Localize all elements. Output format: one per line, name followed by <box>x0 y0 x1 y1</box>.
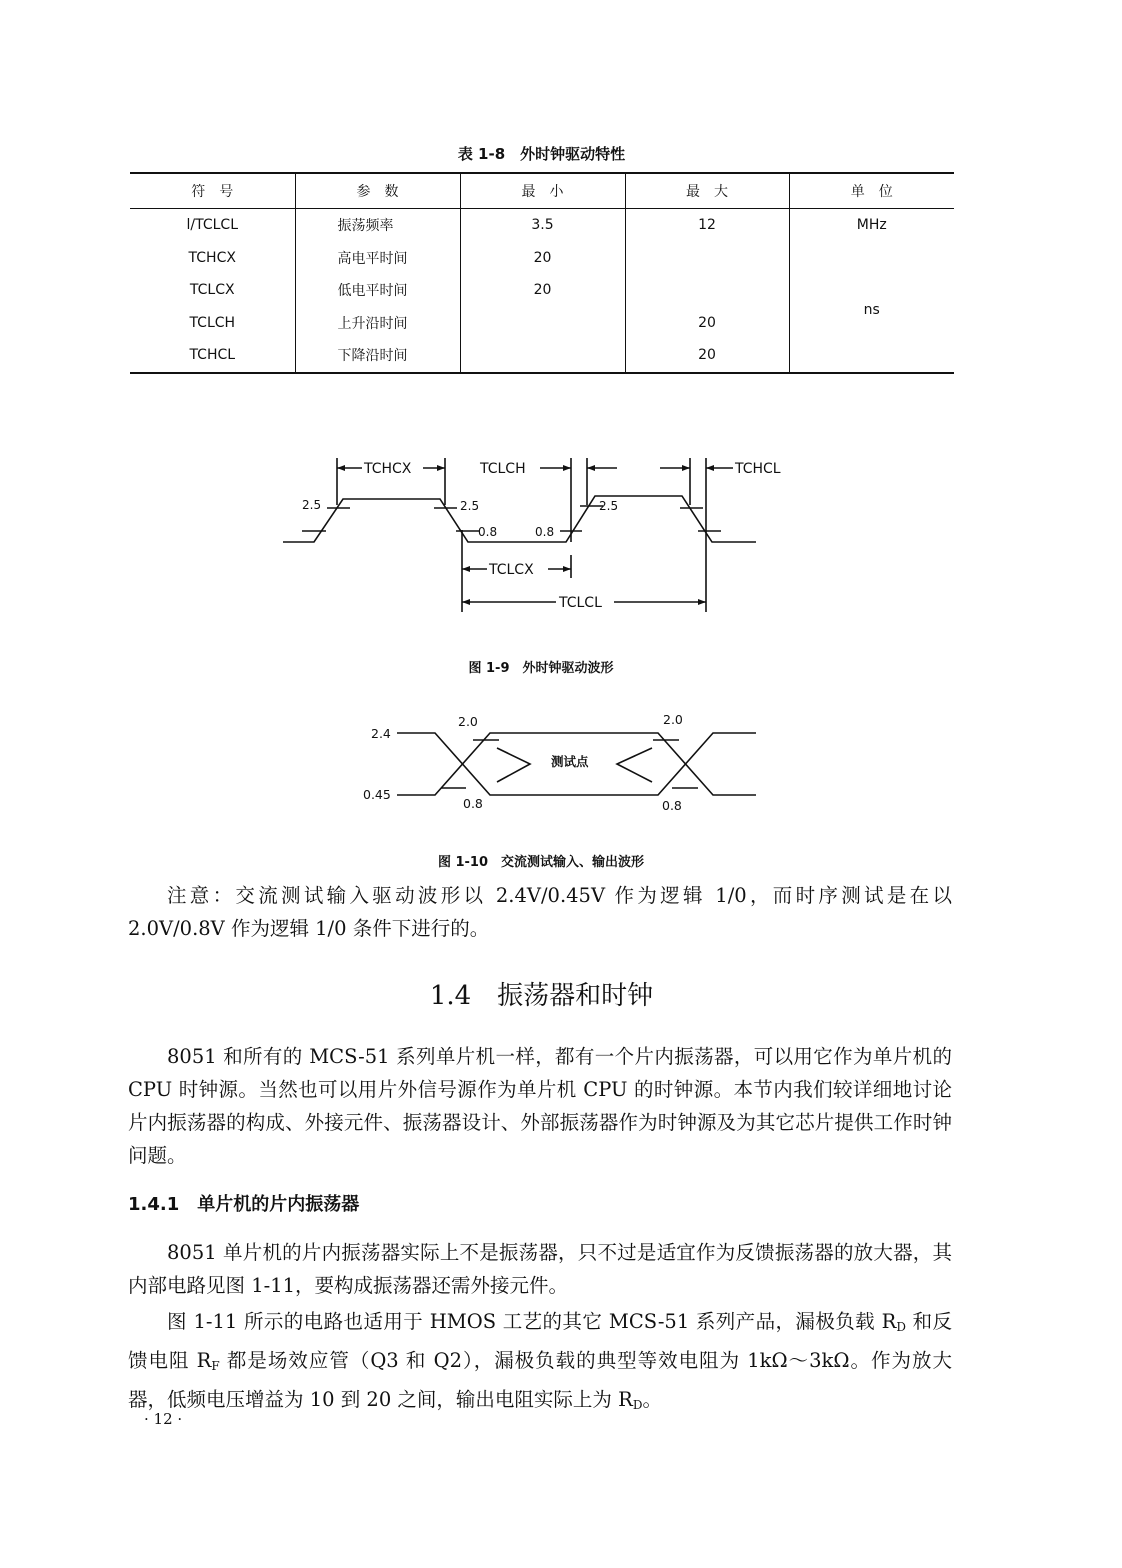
header-min: 最 小 <box>460 173 625 209</box>
intro-paragraph: 8051 和所有的 MCS-51 系列单片机一样，都有一个片内振荡器，可以用它作为单片机的 CPU 时钟源。当然也可以用片外信号源作为单片机 CPU 的时钟源。本节内我们较详细地讨论片内振荡器的构成、外接元件、振荡器设计、外部振荡器作为时钟源及为其它芯片提供工作时钟问题。 <box>128 1045 952 1167</box>
label-test-point: 测试点 <box>551 754 589 769</box>
label-tclcx: TCLCX <box>489 562 534 578</box>
arrow-right <box>617 748 652 782</box>
cell-min: 20 <box>460 242 625 275</box>
header-param: 参 数 <box>295 173 460 209</box>
subscript-d-2: D <box>632 1398 643 1412</box>
label-th-high-left: 2.0 <box>458 714 478 729</box>
ac-test-waveform-diagram <box>0 700 1122 875</box>
header-symbol: 符 号 <box>130 173 295 209</box>
para2-part-a: 图 1-11 所示的电路也适用于 HMOS 工艺的其它 MCS-51 系列产品，漏极负载 R <box>167 1310 897 1333</box>
note-paragraph: 注意：交流测试输入驱动波形以 2.4V/0.45V 作为逻辑 1/0，而时序测试是在以 2.0V/0.8V 作为逻辑 1/0 条件下进行的。 <box>128 884 952 940</box>
cell-symbol: TCLCH <box>189 314 236 331</box>
cell-max: 12 <box>625 209 789 242</box>
cell-param: 低电平时间 <box>295 274 460 307</box>
figure-1-9-caption: 图 1-9 外时钟驱动波形 <box>468 661 614 676</box>
label-tclcl: TCLCL <box>559 595 602 611</box>
clock-waveform-diagram <box>0 0 1122 700</box>
label-th-low-right: 0.8 <box>662 798 682 813</box>
cell-min: 20 <box>460 274 625 307</box>
cell-param: 振荡频率 <box>295 209 460 242</box>
label-in-low: 0.45 <box>363 787 391 802</box>
cell-max: 20 <box>625 339 789 373</box>
paragraph-1: 8051 单片机的片内振荡器实际上不是振荡器，只不过是适宜作为反馈振荡器的放大器，其内部电路见图 1-11，要构成振荡器还需外接元件。 <box>128 1241 952 1297</box>
figure-1-10-caption: 图 1-10 交流测试输入、输出波形 <box>437 855 645 870</box>
section-heading: 1.4 振荡器和时钟 <box>429 981 654 1011</box>
label-tchcl: TCHCL <box>735 461 781 477</box>
subscript-f: F <box>211 1359 220 1373</box>
header-unit: 单 位 <box>789 173 954 209</box>
cell-max: 20 <box>625 307 789 340</box>
cell-param: 下降沿时间 <box>295 339 460 373</box>
cell-symbol: TCHCX <box>188 249 236 266</box>
label-in-high: 2.4 <box>371 726 391 741</box>
label-v-high-2: 2.5 <box>460 499 480 513</box>
para2-part-b: 和反馈电阻 R <box>128 1310 952 1372</box>
label-th-low-left: 0.8 <box>463 796 483 811</box>
label-tclch: TCLCH <box>480 461 526 477</box>
subsection-heading: 1.4.1 单片机的片内振荡器 <box>128 1194 360 1215</box>
label-v-high-3: 2.5 <box>599 499 619 513</box>
cell-param: 高电平时间 <box>295 242 460 275</box>
label-v-low-2: 0.8 <box>535 525 555 539</box>
subscript-d: D <box>896 1320 906 1334</box>
cell-unit: MHz <box>789 209 954 242</box>
paragraph-2 <box>128 1305 952 1422</box>
cell-symbol: l/TCLCL <box>186 217 238 234</box>
page-number: · 12 · <box>144 1410 183 1428</box>
merged-unit-ns: ns <box>863 302 880 318</box>
cell-param: 上升沿时间 <box>295 307 460 340</box>
arrow-left <box>497 748 530 782</box>
cell-symbol: TCHCL <box>130 339 295 373</box>
para2-part-c: 都是场效应管（Q3 和 Q2），漏极负载的典型等效电阻为 1kΩ～3kΩ。作为放大器，低频电压增益为 10 到 20 之间，输出电阻实际上为 R <box>128 1349 952 1411</box>
header-max: 最 大 <box>625 173 789 209</box>
label-tchcx: TCHCX <box>364 461 412 477</box>
label-th-high-right: 2.0 <box>663 712 683 727</box>
label-v-low-1: 0.8 <box>478 525 498 539</box>
waveform-line <box>283 496 756 542</box>
cell-min: 3.5 <box>460 209 625 242</box>
para2-part-d: 。 <box>642 1388 662 1411</box>
table-caption: 表 1-8 外时钟驱动特性 <box>457 145 626 163</box>
label-v-high-1: 2.5 <box>302 498 322 512</box>
cell-symbol: TCLCX <box>189 282 235 299</box>
